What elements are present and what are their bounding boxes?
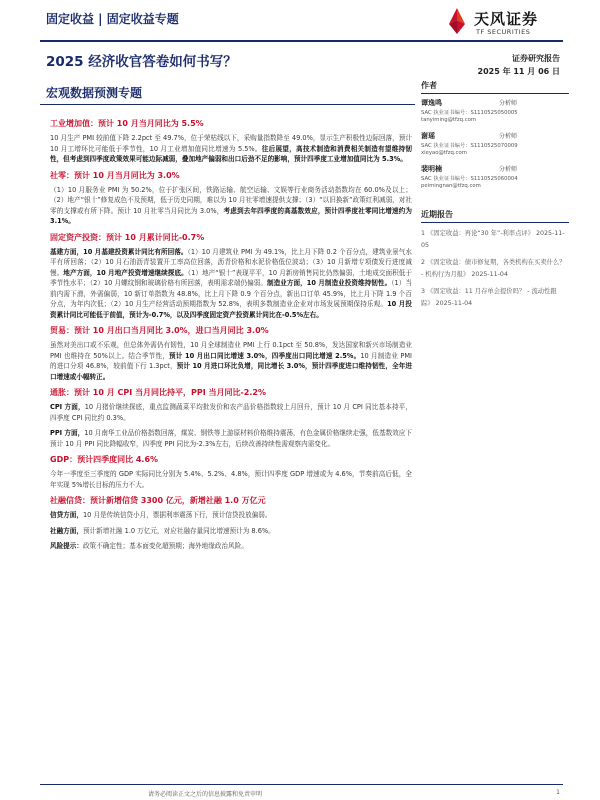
page-number: 1 bbox=[556, 789, 560, 796]
author-license: SAC 执业证书编号：S1110525050005 bbox=[421, 110, 518, 116]
header-category: 固定收益 | 固定收益专题 bbox=[46, 12, 179, 26]
section-paragraph bbox=[50, 428, 412, 449]
body-text: 10 月制造业 PMI 的进口分项 46.8%，较前值下行 1.3pct， bbox=[50, 351, 412, 370]
author-name: 谭逸鸣 bbox=[421, 99, 442, 107]
bold-text: 预计 10 月出口同比增速 3.0%，四季度出口同比增速 2.5%。 bbox=[168, 351, 361, 360]
bold-text: 预计 10 月进口环比负增，同比增长 3.0%，预计四季度进口维持韧性，全年进口增速或小幅转正。 bbox=[50, 362, 412, 381]
bold-text: 考虑到去年四季度的高基数效应，预计四季度社零同比增速约为 3.1%。 bbox=[50, 206, 413, 225]
author-email[interactable]: xieyao@tfzq.com bbox=[421, 150, 467, 156]
report-date: 2025 年 11 月 06 日 bbox=[477, 67, 560, 76]
recent-reports-heading: 近期报告 bbox=[421, 209, 569, 223]
author-card bbox=[421, 131, 569, 162]
author-role: 分析师 bbox=[499, 133, 518, 140]
header-rule bbox=[40, 40, 563, 42]
body-text: （1）当前内需下滑，外需偏弱，10 新订单指数为 48.8%，比上月下降 0.9 个百分点，新出口订单 45.9%，比上月下降 1.9 个百分点，为年内次低；（2）10 月生产经营活动预期指数为 52.8%，表明多数制造业企业对市场发展预期保持乐观。 bbox=[50, 279, 412, 308]
body-text: 10 月猪价继续探底，重点监测蔬菜平均批发价和农产品价格指数较上月回升，预计 10 月 CPI 同比基本持平，四季度 CPI 同比约 0.3%。 bbox=[50, 403, 412, 422]
body-text: 10 月生产 PMI 较前值下降 2.2pct 至 49.7%，位于荣枯线以下，采购量指数降至 49.0%，显示生产积极性边际回落，预计 10 月工增环比可能低于季节性，10 月工业增加值同比增速为 5.5%。 bbox=[50, 134, 412, 153]
author-license: SAC 执业证书编号：S1110525060004 bbox=[421, 176, 518, 182]
footer-disclaimer: 请务必阅读正文之后的信息披露和免责申明 bbox=[148, 791, 263, 798]
author-role: 分析师 bbox=[499, 166, 518, 173]
body-text: 预计新增社融 1.0 万亿元，对应社融存量同比增速预计为 8.6%。 bbox=[82, 526, 275, 535]
recent-report-item[interactable]: 2 《固定收益：债市修复期，各类机构在买卖什么？ - 机构行为月报》 2025-11-04 bbox=[421, 259, 566, 278]
section-paragraph bbox=[50, 340, 412, 382]
authors-heading: 作者 bbox=[421, 80, 569, 94]
bold-text: 社融方面， bbox=[50, 526, 83, 535]
section-heading: 贸易：预计 10 月出口当月同比 3.0%，进口当月同比 3.0% bbox=[50, 326, 269, 335]
main-content bbox=[50, 118, 412, 557]
bold-text: PPI 方面， bbox=[50, 429, 85, 437]
author-name: 裴明楠 bbox=[421, 165, 442, 173]
body-text: 今年一季度至三季度的 GDP 实际同比分别为 5.4%、5.2%、4.8%，预计四季度 GDP 增速或为 4.6%，节奏前高后低，全年实现 5%增长目标的压力不大。 bbox=[50, 470, 412, 489]
subtitle-rule bbox=[40, 104, 415, 105]
recent-report-item[interactable]: 3 《固定收益：11 月存单会提价吗？ - 流动性跟踪》 2025-11-04 bbox=[421, 288, 557, 307]
section-heading: 通胀：预计 10 月 CPI 当月同比持平，PPI 当月同比-2.2% bbox=[50, 388, 266, 397]
section-paragraph bbox=[50, 133, 412, 165]
body-text: （1）10 月建筑业 PMI 为 49.1%，比上月下降 0.2 个百分点，建筑业景气水平有所回落；（2）10 月石油沥青装置开工率高位回落，沥青价格和水泥价格低位波动；（3）10 月新增专项债发行进度减慢。 bbox=[50, 247, 412, 277]
page-subtitle: 宏观数据预测专题 bbox=[46, 86, 143, 100]
section-heading: GDP：预计四季度同比 4.6% bbox=[50, 455, 159, 464]
section-paragraph bbox=[50, 185, 412, 227]
section-paragraph bbox=[50, 469, 412, 490]
author-card bbox=[421, 164, 569, 195]
bold-text: 往后展望，高技术制造和消费相关制造有望维持韧性，但考虑到四季度政策效果可能边际减弱，叠加地产偏弱和出口后劲不足的影响，预计四季度工业增加值同比为 5.3%。 bbox=[50, 144, 412, 163]
brand-logo bbox=[444, 6, 564, 40]
bold-text: 基建方面，10 月基建投资累计同比有所回落。 bbox=[50, 247, 188, 256]
body-text: 10 月是传统信贷小月，票据利率震荡下行，预计信贷投放偏弱。 bbox=[82, 511, 272, 519]
body-text: （1）地产“银十”表现平平，10 月新房销售同比仍然偏弱，土地成交面积低于季节性水平；（2）10 月螺纹钢和玻璃价格有所回落，表明需求端仍偏弱。 bbox=[50, 268, 412, 287]
section-paragraph bbox=[50, 541, 412, 552]
section-paragraph bbox=[50, 402, 412, 423]
logo-text: 天风证券 bbox=[474, 10, 539, 28]
author-license: SAC 执业证书编号：S1110525070009 bbox=[421, 143, 518, 149]
body-text: 10 月南华工业品价格指数回落，煤炭、钢铁等上游原材料价格维持震荡，有色金属价格继续走强，低基数效应下预计 10 月 PPI 同比降幅收窄，四季度 PPI 同比为-2.3%左右，后续改善持续性需观察内需变化。 bbox=[50, 429, 412, 448]
bold-text: 10 月投资累计同比可能低于前值，预计为-0.7%，以及四季度固定资产投资累计同比在-0.5%左右。 bbox=[50, 300, 412, 319]
author-email[interactable]: tanyiming@tfzq.com bbox=[421, 117, 477, 123]
author-list bbox=[421, 98, 569, 195]
recent-report-list bbox=[421, 228, 569, 310]
section-heading: 社零：预计 10 月当月同比为 3.0% bbox=[50, 170, 180, 180]
tf-logo-icon bbox=[444, 6, 470, 36]
author-role: 分析师 bbox=[499, 100, 518, 107]
logo-subtext: TF SECURITIES bbox=[476, 28, 531, 36]
author-name: 谢瑶 bbox=[421, 132, 435, 140]
footer-rule bbox=[40, 784, 563, 785]
author-card bbox=[421, 98, 569, 129]
bold-text: 信贷方面， bbox=[50, 511, 83, 519]
section-paragraph bbox=[50, 526, 412, 537]
section-paragraph bbox=[50, 247, 412, 321]
bold-text: 制造业方面，10 月制造业投资维持韧性。 bbox=[266, 279, 392, 287]
report-type: 证券研究报告 bbox=[512, 54, 560, 63]
body-text: （1）10 月服务业 PMI 为 50.2%，位于扩张区间，铁路运输、航空运输、文娱等行业商务活动指数均在 60.0%及以上；（2）地产“银十”修复成色不及预期，低于历史同期，难以为 10 月社零增速提供支撑；（3）“以旧换新”政策红利减弱，对社零的支撑或有所下降。预计 10 月社零当月同比为 3.0%， bbox=[50, 185, 412, 215]
section-paragraph bbox=[50, 510, 412, 521]
recent-report-item[interactable]: 1 《固定收益：再论“30 年”-利率点评》 2025-11-05 bbox=[421, 230, 565, 249]
section-heading: 固定资产投资：预计 10 月累计同比-0.7% bbox=[50, 232, 205, 242]
section-heading: 社融信贷：预计新增信贷 3300 亿元，新增社融 1.0 万亿元 bbox=[50, 496, 266, 505]
body-text: 虽然对美出口或不乐观，但总体外需仍有韧性，10 月全球制造业 PMI 上行 0.1pct 至 50.8%，发达国家和新兴市场制造业 PMI 也维持在 50%以上。结合季节性， bbox=[50, 341, 412, 360]
section-heading: 工业增加值：预计 10 月当月同比为 5.5% bbox=[50, 119, 204, 128]
bold-text: 地产方面，10 月地产投资增速继续探底。 bbox=[63, 268, 188, 277]
author-email[interactable]: peimingnan@tfzq.com bbox=[421, 183, 481, 189]
body-text: 政策不确定性；基本面变化超预期；海外地缘政治风险。 bbox=[82, 542, 248, 550]
bold-text: 风险提示： bbox=[50, 542, 83, 550]
page-title: 2025 经济收官答卷如何书写？ bbox=[46, 54, 237, 70]
sidebar bbox=[421, 80, 569, 315]
bold-text: CPI 方面， bbox=[50, 403, 85, 411]
